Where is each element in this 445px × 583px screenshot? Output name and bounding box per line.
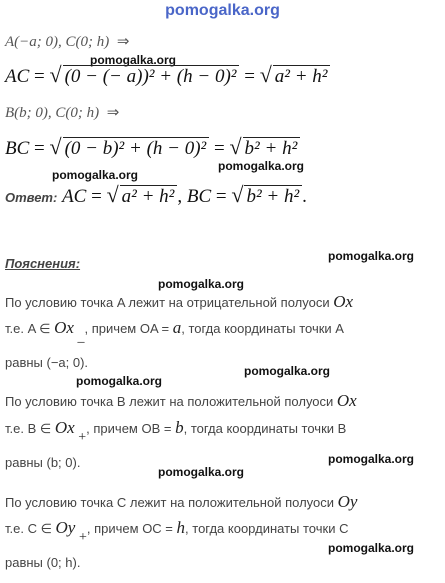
p1-text: По условию точка A лежит на отрицательной полуоси [5,295,330,310]
points-bc-line [5,103,119,122]
p3-subscript: + [78,530,87,545]
p2-subscript: + [78,430,87,445]
sqrt-icon: √ [231,182,244,207]
points-bc-text: B(b; 0), C(0; h) [5,105,100,121]
answer-label: Ответ: [5,190,58,205]
watermark: pomogalka.org [76,374,163,388]
p1-axis: Ox [333,292,354,311]
answer-ac-value: a² + h² [120,185,178,208]
watermark: pomogalka.org [244,364,331,378]
p2-text: , причем OB = [86,421,172,436]
p1-var: a [172,318,182,337]
p3-axis: Oy [55,518,76,537]
explanation-p3-line2 [5,518,349,545]
answer-bc-value: b² + h² [244,185,302,208]
ac-lhs: AC [5,66,30,87]
explanation-p2-line2 [5,418,347,445]
watermark: pomogalka.org [328,541,415,555]
explanation-p1-line1 [5,292,353,312]
answer-line: Ответ: AC = √ a² + h² , BC = √ b² + h² . [5,182,307,207]
points-ac-line [5,32,129,51]
p3-axis: Oy [337,492,358,511]
equals-sign: = [214,138,225,159]
watermark: pomogalka.org [52,168,139,182]
sqrt-icon: √ [49,134,62,159]
site-header: pomogalka.org [165,2,280,19]
p2-axis: Ox [54,418,75,437]
watermark: pomogalka.org [328,249,415,263]
equals-sign: = [244,66,255,87]
watermark: pomogalka.org [90,53,177,67]
ac-radicand: (0 − (− a))² + (h − 0)² [63,65,240,88]
implies-arrow: ⇒ [116,33,130,50]
explanation-p2-line3: равны (b; 0). [5,455,81,470]
p1-subscript: _ [77,330,85,345]
p1-text: , причем OA = [84,321,170,336]
watermark: pomogalka.org [218,159,305,173]
p2-text: , тогда координаты точки B [183,421,347,436]
sqrt-icon: √ [259,62,272,87]
p1-axis: Ox [54,318,74,337]
watermark: pomogalka.org [158,277,245,291]
p2-var: b [175,418,184,437]
equals-sign: = [34,66,45,87]
answer-bc-label: BC [186,186,212,207]
bc-lhs: BC [5,138,30,159]
explanation-heading: Пояснения: [5,256,81,271]
sqrt-icon: √ [229,134,242,159]
watermark: pomogalka.org [328,452,415,466]
p3-text: , причем OC = [86,521,173,536]
p2-text: По условию точка B лежит на положительной полуоси [5,394,334,409]
explanation-p2-line1 [5,391,357,411]
p3-var: h [176,518,186,537]
watermark: pomogalka.org [158,465,245,479]
formula-ac [5,62,330,88]
p3-text: , тогда координаты точки C [185,521,349,536]
p1-text: т.е. A ∈ [5,321,51,336]
explanation-p3-line3: равны (0; h). [5,555,81,570]
p1-text: , тогда координаты точки A [181,321,344,336]
implies-arrow: ⇒ [106,104,120,121]
points-ac-text: A(−a; 0), C(0; h) [5,34,110,50]
p3-text: т.е. C ∈ [5,521,52,536]
bc-radicand: (0 − b)² + (h − 0)² [63,137,210,160]
p2-text: т.е. B ∈ [5,421,52,436]
explanation-p1-line2 [5,318,344,345]
bc-result: b² + h² [243,137,301,160]
ac-result: a² + h² [273,65,331,88]
explanation-p1-line3: равны (−a; 0). [5,355,89,370]
equals-sign: = [34,138,45,159]
p2-axis: Ox [336,391,357,410]
formula-bc [5,134,300,160]
sqrt-icon: √ [106,182,119,207]
p3-text: По условию точка C лежит на положительной полуоси [5,495,334,510]
answer-ac-label: AC [62,186,87,207]
explanation-p3-line1 [5,492,357,512]
sqrt-icon: √ [49,62,62,87]
